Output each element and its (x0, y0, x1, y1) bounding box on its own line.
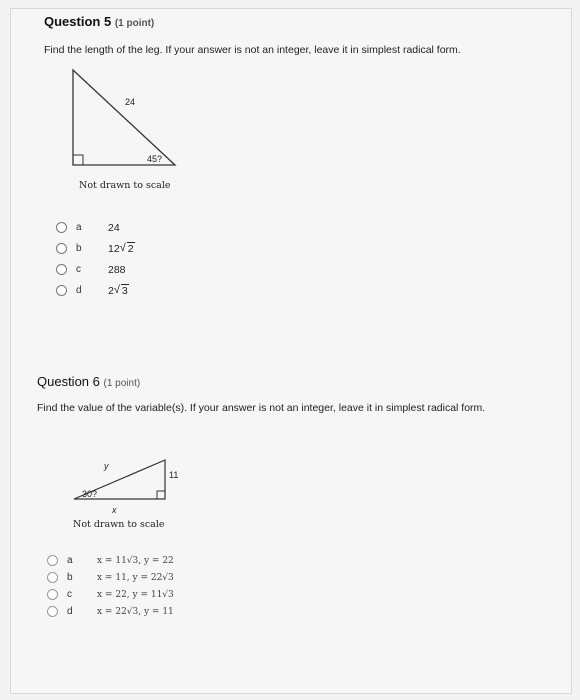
question-6-title (37, 374, 140, 389)
option-b[interactable] (56, 238, 206, 259)
leg-label: 11 (169, 470, 179, 480)
question-5-title (44, 14, 154, 29)
option-text (108, 285, 129, 297)
option-text: x = 11, y = 22√3 (97, 572, 174, 583)
option-text: x = 11√3, y = 22 (97, 555, 174, 566)
option-letter: c (67, 589, 72, 600)
radical-coefficient: 12 (108, 242, 120, 255)
option-text: 288 (108, 263, 126, 276)
figure-caption: Not drawn to scale (73, 519, 165, 530)
option-letter: a (67, 555, 73, 566)
question-6-prompt: Find the value of the variable(s). If your answer is not an integer, leave it in simplest radical form. (37, 402, 486, 414)
question-6-options (47, 552, 227, 620)
angle-label: 30? (82, 489, 98, 499)
option-text: x = 22√3, y = 11 (97, 606, 174, 617)
option-d[interactable] (56, 280, 206, 301)
question-5-points: (1 point) (114, 18, 155, 29)
radio-b[interactable] (56, 243, 67, 254)
option-letter: c (76, 264, 81, 275)
right-angle-marker (73, 155, 83, 165)
option-text: 24 (108, 221, 120, 234)
option-c[interactable] (47, 586, 227, 603)
question-6-triangle-figure (60, 450, 190, 535)
radio-a[interactable] (47, 555, 58, 566)
hypotenuse-label: y (104, 461, 109, 471)
question-5-options (56, 217, 206, 301)
option-letter: d (76, 285, 82, 296)
radicand: 3 (121, 284, 128, 297)
question-5-label: Question 5 (44, 14, 112, 29)
option-a[interactable] (56, 217, 206, 238)
figure-caption: Not drawn to scale (79, 180, 171, 191)
angle-label: 45? (147, 154, 163, 164)
triangle-shape (73, 70, 175, 165)
option-text: x = 22, y = 11√3 (97, 589, 174, 600)
radicand: 2 (127, 242, 134, 255)
option-a[interactable] (47, 552, 227, 569)
radical-sign (114, 285, 129, 297)
option-text (108, 243, 135, 255)
radio-c[interactable] (56, 264, 67, 275)
option-c[interactable] (56, 259, 206, 280)
option-b[interactable] (47, 569, 227, 586)
radio-a[interactable] (56, 222, 67, 233)
hypotenuse-label: 24 (125, 97, 136, 107)
radio-c[interactable] (47, 589, 58, 600)
radical-sign (120, 243, 135, 255)
option-letter: a (76, 222, 82, 233)
question-5-prompt: Find the length of the leg. If your answer is not an integer, leave it in simplest radical form. (44, 44, 461, 56)
option-letter: b (76, 243, 82, 254)
question-6-points: (1 point) (103, 378, 141, 389)
question-5-triangle-figure (55, 55, 195, 195)
option-letter: d (67, 606, 73, 617)
radio-d[interactable] (47, 606, 58, 617)
base-label: x (112, 505, 117, 515)
question-6-label: Question 6 (37, 374, 100, 389)
option-letter: b (67, 572, 73, 583)
radio-d[interactable] (56, 285, 67, 296)
right-angle-marker (157, 491, 165, 499)
option-d[interactable] (47, 603, 227, 620)
radio-b[interactable] (47, 572, 58, 583)
radical-coefficient: 2 (108, 284, 114, 297)
